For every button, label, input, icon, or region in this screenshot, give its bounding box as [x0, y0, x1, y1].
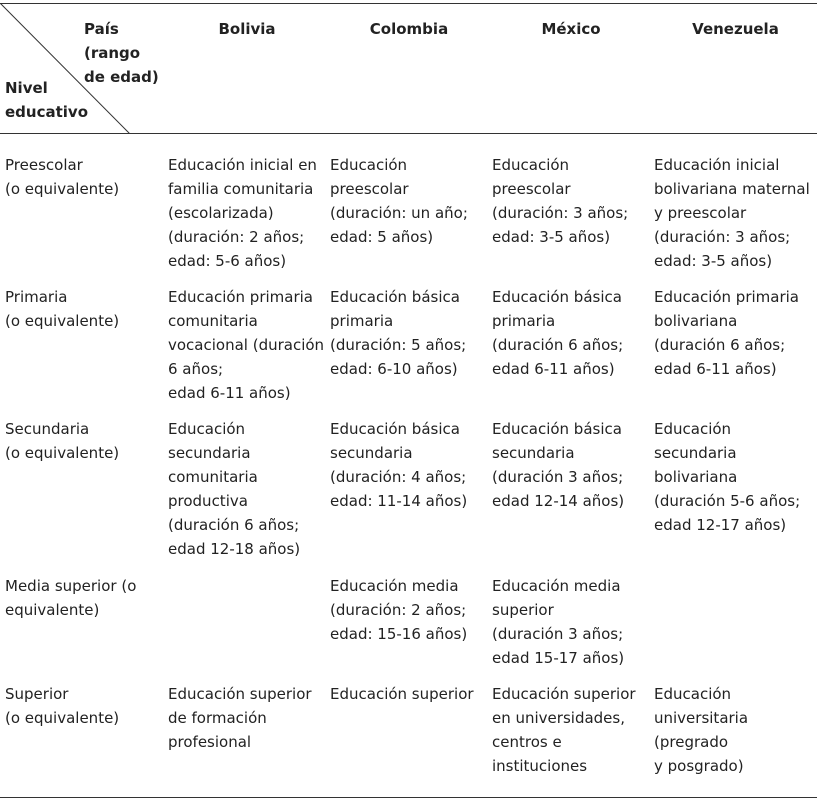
- cell-preescolar-venezuela: Educación inicial bolivariana maternal y preescolar (duración: 3 años; edad: 3-5 años): [654, 156, 810, 270]
- cell-superior-colombia: Educación superior: [330, 685, 474, 703]
- cell-preescolar-colombia: Educación preescolar (duración: un año; edad: 5 años): [330, 156, 468, 246]
- cell-primaria-mexico: Educación básica primaria (duración 6 años; edad 6-11 años): [492, 288, 624, 378]
- cell-primaria-venezuela: Educación primaria bolivariana (duración 6 años; edad 6-11 años): [654, 288, 799, 378]
- row-label-preescolar: Preescolar (o equivalente): [5, 156, 120, 198]
- column-header-venezuela: Venezuela: [692, 20, 779, 38]
- cell-media-superior-mexico: Educación media superior (duración 3 años; edad 15-17 años): [492, 577, 625, 667]
- cell-media-superior-colombia: Educación media (duración: 2 años; edad: 15-16 años): [330, 577, 468, 643]
- column-header-mexico: México: [541, 20, 601, 38]
- corner-level-label: Nivel educativo: [5, 79, 88, 121]
- cell-primaria-bolivia: Educación primaria comunitaria vocacional (duración 6 años; edad 6-11 años): [168, 288, 325, 402]
- cell-primaria-colombia: Educación básica primaria (duración: 5 años; edad: 6-10 años): [330, 288, 467, 378]
- row-label-secundaria: Secundaria (o equivalente): [5, 420, 120, 462]
- cell-secundaria-bolivia: Educación secundaria comunitaria productiva (duración 6 años; edad 12-18 años): [168, 420, 301, 558]
- cell-superior-mexico: Educación superior en universidades, centros e instituciones: [492, 685, 636, 775]
- table-bottom-rule: [0, 797, 817, 798]
- cell-secundaria-mexico: Educación básica secundaria (duración 3 años; edad 12-14 años): [492, 420, 625, 510]
- column-header-bolivia: Bolivia: [218, 20, 276, 38]
- cell-preescolar-bolivia: Educación inicial en familia comunitaria (escolarizada) (duración: 2 años; edad: 5-6 años): [168, 156, 317, 270]
- cell-secundaria-colombia: Educación básica secundaria (duración: 4 años; edad: 11-14 años): [330, 420, 468, 510]
- row-label-primaria: Primaria (o equivalente): [5, 288, 120, 330]
- cell-secundaria-venezuela: Educación secundaria bolivariana (duración 5-6 años; edad 12-17 años): [654, 420, 801, 534]
- row-label-media-superior: Media superior (o equivalente): [5, 577, 137, 619]
- column-header-colombia: Colombia: [369, 20, 449, 38]
- row-label-superior: Superior (o equivalente): [5, 685, 120, 727]
- cell-preescolar-mexico: Educación preescolar (duración: 3 años; edad: 3-5 años): [492, 156, 629, 246]
- cell-superior-venezuela: Educación universitaria (pregrado y posgrado): [654, 685, 749, 775]
- corner-country-label: País (rango de edad): [84, 20, 159, 86]
- cell-superior-bolivia: Educación superior de formación profesional: [168, 685, 312, 751]
